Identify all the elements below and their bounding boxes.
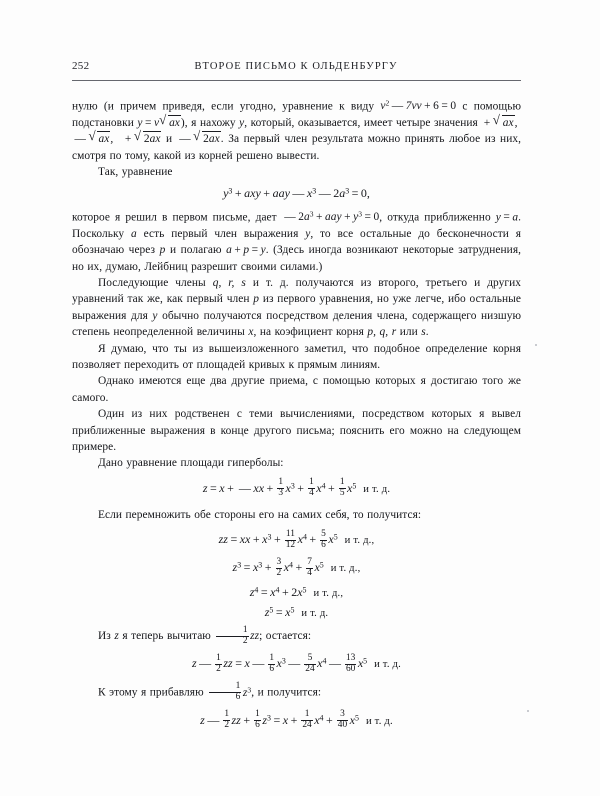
p3-text-a: которое я решил в первом письме, дает bbox=[72, 211, 277, 224]
inline-equation-cubic-reordered: — $2a^3$ + aay + $y^3 = 0$ bbox=[284, 210, 380, 224]
variable-p-2: p bbox=[253, 293, 260, 306]
inline-equation-y-a: y = a bbox=[495, 211, 519, 224]
p4-text-d: обычно получаются посредством деления члена, содержащего низшую степень неопределенной величины bbox=[72, 309, 521, 339]
term-z3: $z^3$ bbox=[242, 685, 252, 699]
page-folio: 252 bbox=[72, 60, 90, 72]
paragraph-9: Если перемножить обе стороны его на самих себя, то получится: bbox=[98, 508, 422, 521]
p11-text-a: К этому я прибавляю bbox=[98, 686, 204, 699]
p4-text-e: , на коэфициент корня bbox=[253, 326, 364, 339]
variable-y-2: y bbox=[305, 227, 311, 240]
equation-cubic: $y^3$ + axy + aay — $x^3$ — $2a^3 = 0$, bbox=[223, 186, 370, 201]
paragraph-5: Я думаю, что ты из вышеизложенного заметил, что подобное определение корня позволяет переходить от площадей кривых к прямым линиям. bbox=[72, 342, 521, 372]
p10-text-c: ; остается: bbox=[259, 630, 312, 643]
variable-p: p bbox=[159, 244, 166, 257]
p3-text-c: . Поскольку bbox=[72, 211, 522, 240]
header-rule bbox=[72, 80, 521, 81]
equation-tail-2: и т. д., bbox=[344, 535, 375, 547]
paragraph-2: Так, уравнение bbox=[98, 166, 173, 178]
paragraph-11 bbox=[72, 682, 521, 703]
paragraph-7: Один из них родственен с теми вычислениями, посредством которых я вывел приближенные выражения в конце другого письма; пояснить его можно на следующем примере. bbox=[72, 408, 521, 454]
fraction-one-sixth-inline: $\frac{1}{6}$ bbox=[209, 682, 242, 703]
equation-hyperbola-area: z = x + — xx + $\frac{1}{3}$ $x^3$ + $\frac{1}{4}$ $x^4$ + $\frac{1}{5}$ $x^5$ и т. д. bbox=[202, 477, 391, 499]
variable-s: s bbox=[421, 326, 426, 339]
fraction-three-40: $\frac{3}{40}$ bbox=[337, 708, 348, 730]
scan-speck-1 bbox=[527, 710, 529, 712]
variable-a: a bbox=[131, 227, 137, 240]
p4-text-c: из первого уравнения, но уже легче, ибо остальные выражения для bbox=[72, 293, 521, 322]
equation-z3: $z^3 = x^3$ + $\frac{3}{2}$ $x^4$ + $\frac{7}{4}$ $x^5$ и т. д., bbox=[232, 556, 361, 578]
fraction-one-fifth: $\frac{1}{5}$ bbox=[339, 477, 345, 499]
p1-text-a: нулю (и причем приведя, если угодно, уравнение к виду bbox=[72, 100, 375, 113]
variable-y: y bbox=[239, 116, 245, 129]
inline-equation-y-v-sqrt-ax: y = v √ ax bbox=[137, 117, 181, 129]
variables-pqr: p, q, r bbox=[367, 326, 397, 339]
p3-text-e: есть первый член выражения bbox=[143, 227, 299, 240]
fraction-one-half-b: $\frac{1}{2}$ bbox=[224, 708, 230, 730]
paragraph-3 bbox=[72, 207, 521, 275]
paragraph-8: Дано уравнение площади гиперболы: bbox=[98, 457, 284, 470]
variable-z: z bbox=[114, 630, 119, 643]
equation-tail-1: и т. д. bbox=[363, 484, 391, 496]
p1-text-f: . За первый член результата можно принять любое из них, смотря по тому, какой из корней решено вывести. bbox=[72, 133, 521, 162]
paragraph-10 bbox=[72, 626, 521, 647]
p1-text-b: с помощью подстановки bbox=[72, 100, 522, 129]
fraction-three-halves: $\frac{3}{2}$ bbox=[276, 556, 282, 578]
fraction-thirteen-60: $\frac{13}{60}$ bbox=[345, 652, 356, 674]
variables-qrs: q, r, s bbox=[212, 277, 246, 289]
inline-equation-a-p-y: a + p = y bbox=[226, 244, 266, 257]
running-title: ВТОРОЕ ПИСЬМО К ОЛЬДЕНБУРГУ bbox=[194, 61, 398, 72]
fraction-one-half-a: $\frac{1}{2}$ bbox=[216, 652, 221, 674]
p3-text-j: . (Здесь иногда возникают некоторые затруднения, но их, думаю, Лейбниц разрешит своими силами.) bbox=[72, 244, 522, 273]
fraction-one-sixth-a: $\frac{1}{6}$ bbox=[269, 652, 274, 674]
variable-y-3: y bbox=[152, 309, 158, 322]
fraction-five-sixths: $\frac{5}{6}$ bbox=[321, 528, 326, 550]
p1-text-e: , который, оказывается, имеет четыре значения bbox=[244, 116, 478, 129]
p3-text-g: , то все остальные до бесконечности я обозначаю через bbox=[72, 227, 522, 257]
scan-speck-2 bbox=[535, 344, 537, 346]
equation-tail-5: и т. д. bbox=[301, 608, 329, 620]
equation-z5: $z^5 = x^5$ и т. д. bbox=[264, 605, 329, 620]
equation-zz: zz = xx + $x^3$ + $\frac{11}{12}$ $x^4$ + $\frac{5}{6}$ $x^5$ и т. д., bbox=[218, 528, 375, 550]
equation-tail-4: и т. д., bbox=[313, 588, 344, 600]
paragraph-1 bbox=[72, 96, 521, 164]
fraction-one-quarter: $\frac{1}{4}$ bbox=[309, 477, 314, 499]
term-zz: zz bbox=[250, 630, 260, 643]
fraction-seven-quarters: $\frac{7}{4}$ bbox=[307, 556, 312, 578]
fraction-one-sixth-b: $\frac{1}{6}$ bbox=[255, 708, 260, 730]
equation-tail-3: и т. д., bbox=[330, 563, 361, 575]
p4-text-f: или bbox=[399, 326, 418, 339]
p3-text-b: , откуда приближенно bbox=[379, 211, 491, 224]
paragraph-4 bbox=[72, 275, 521, 341]
p4-text-b: и т. д. получаются из второго, третьего и других уравнений так же, как первый член bbox=[72, 277, 521, 306]
page-body bbox=[72, 96, 521, 738]
p11-text-b: , и получится: bbox=[251, 686, 322, 699]
fraction-five-24: $\frac{5}{24}$ bbox=[305, 652, 315, 674]
radical-ax: √ ax bbox=[159, 111, 180, 129]
p4-text-a: Последующие члены bbox=[98, 277, 206, 289]
four-roots: + √ ax, — √ ax, + √ 2ax и — √ 2ax bbox=[74, 111, 522, 146]
inline-equation-v2: $v^2$ — 7vv + 6 = 0 bbox=[380, 99, 457, 113]
running-head bbox=[72, 60, 520, 76]
p1-text-c: ), я нахожу bbox=[180, 116, 236, 129]
p4-text-g: . bbox=[425, 326, 429, 339]
variable-x: x bbox=[248, 326, 254, 339]
fraction-one-24: $\frac{1}{24}$ bbox=[302, 708, 312, 730]
equation-subtract: z — $\frac{1}{2}$ zz = x — $\frac{1}{6}$ $x^3$ — $\frac{5}{24}$ $x^4$ — $\frac{13}{60}$ $x^5$ и т. д. bbox=[192, 652, 401, 674]
p10-text-b: я теперь вычитаю bbox=[122, 630, 211, 643]
fraction-one-half-inline: $\frac{1}{2}$ bbox=[216, 626, 249, 647]
p3-text-i: и полагаю bbox=[169, 244, 222, 257]
fraction-eleven-twelfths: $\frac{11}{12}$ bbox=[285, 528, 296, 550]
equation-final: z — $\frac{1}{2}$ zz + $\frac{1}{6}$ $z^3 = x$ + $\frac{1}{24}$ $x^4$ + $\frac{3}{40}$ $x^5$ и т. д. bbox=[200, 708, 393, 730]
fraction-one-third: $\frac{1}{3}$ bbox=[278, 477, 283, 499]
equation-z4: $z^4 = x^4 + 2x^5$ и т. д., bbox=[249, 585, 344, 600]
equation-tail-7: и т. д. bbox=[365, 715, 393, 727]
equation-tail-6: и т. д. bbox=[374, 659, 401, 671]
p10-text-a: Из bbox=[98, 630, 111, 643]
paragraph-6: Однако имеются еще два другие приема, с помощью которых я достигаю того же самого. bbox=[72, 375, 521, 404]
radical-sign: √ bbox=[159, 111, 167, 127]
